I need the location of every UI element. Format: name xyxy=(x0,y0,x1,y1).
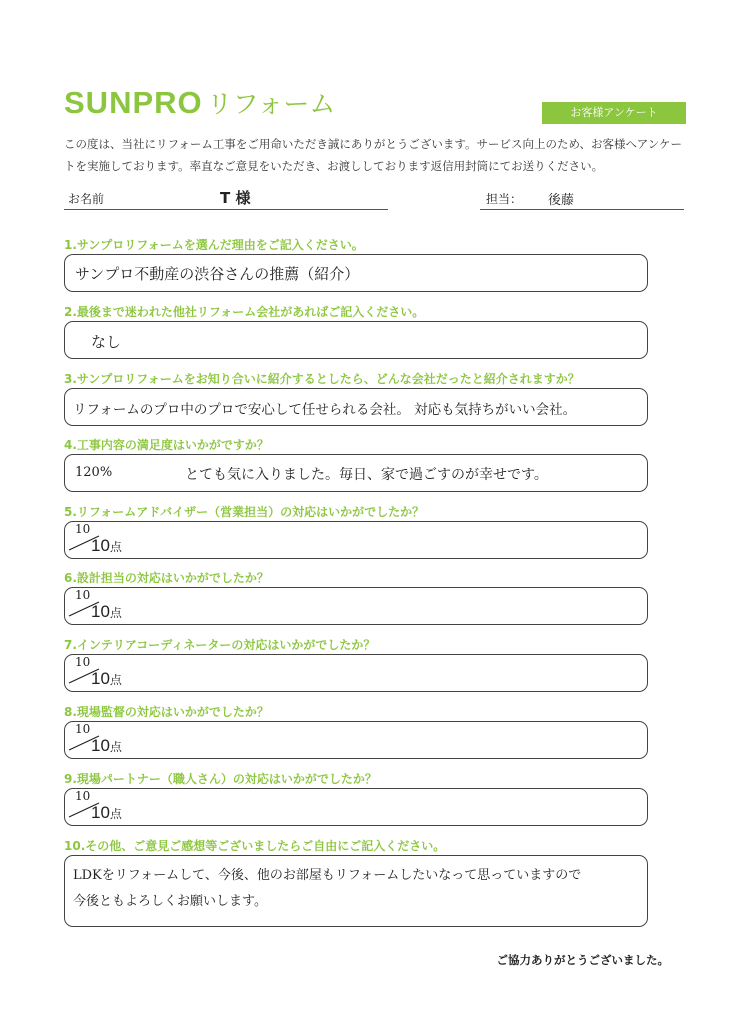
score-value: 10 xyxy=(91,669,110,688)
thanks-text: ご協力ありがとうございました。 xyxy=(496,953,669,967)
question-4-label: 4.工事内容の満足度はいかがですか？ xyxy=(64,438,269,452)
score-unit: 点 xyxy=(109,807,122,821)
answer-7-score xyxy=(91,669,122,689)
answer-box-7 xyxy=(64,654,648,692)
score-unit: 点 xyxy=(109,673,122,687)
answer-box-3 xyxy=(64,388,648,426)
answer-5-score xyxy=(91,536,122,556)
question-2-label: 2.最後まで迷われた他社リフォーム会社があればご記入ください。 xyxy=(64,305,425,319)
answer-6-handwritten: 10 xyxy=(75,588,91,602)
score-value: 10 xyxy=(91,536,110,555)
answer-6-score xyxy=(91,602,122,622)
intro-line-2: トを実施しております。率直なご意見をいただき、お渡ししております返信用封筒にてお送りください。 xyxy=(64,159,604,173)
answer-7-handwritten: 10 xyxy=(75,655,91,669)
answer-5-handwritten: 10 xyxy=(75,522,91,536)
question-3-label: 3.サンプロリフォームをお知り合いに紹介するとしたら、どんな会社だったと紹介されますか？ xyxy=(64,372,580,386)
tanto-label: 担当： xyxy=(486,192,523,206)
answer-box-2 xyxy=(64,321,648,359)
question-5-label: 5.リフォームアドバイザー（営業担当）の対応はいかがでしたか？ xyxy=(64,505,425,519)
tanto-value: 後藤 xyxy=(548,193,575,208)
answer-1-text: サンプロ不動産の渋谷さんの推薦（紹介） xyxy=(75,265,360,283)
name-label: お名前 xyxy=(68,192,105,206)
tanto-field xyxy=(480,187,684,210)
answer-4-percent: 120% xyxy=(75,465,113,480)
answer-3-text: リフォームのプロ中のプロで安心して任せられる会社。 対応も気持ちがいい会社。 xyxy=(73,402,577,418)
logo-sub: リフォーム xyxy=(206,90,336,120)
intro-text xyxy=(64,133,694,177)
score-value: 10 xyxy=(91,736,110,755)
logo-brand: SUNPRO xyxy=(64,85,203,120)
answer-8-score xyxy=(91,736,122,756)
answer-2-text: なし xyxy=(91,333,122,351)
intro-line-1: この度は、当社にリフォーム工事をご用命いただき誠にありがとうございます。サービス向上のため、お客様へアンケー xyxy=(64,137,683,151)
survey-badge: お客様アンケート xyxy=(542,102,686,124)
question-6-label: 6.設計担当の対応はいかがでしたか？ xyxy=(64,571,269,585)
answer-9-score xyxy=(91,803,122,823)
score-value: 10 xyxy=(91,803,110,822)
answer-8-handwritten: 10 xyxy=(75,722,91,736)
answer-box-6 xyxy=(64,587,648,625)
question-8-label: 8.現場監督の対応はいかがでしたか？ xyxy=(64,705,269,719)
answer-box-9 xyxy=(64,788,648,826)
score-value: 10 xyxy=(91,602,110,621)
answer-box-4 xyxy=(64,454,648,492)
score-unit: 点 xyxy=(109,606,122,620)
question-7-label: 7.インテリアコーディネーターの対応はいかがでしたか？ xyxy=(64,638,376,652)
answer-box-10 xyxy=(64,855,648,927)
question-1-label: 1.サンプロリフォームを選んだ理由をご記入ください。 xyxy=(64,238,364,252)
answer-10-line-1: LDKをリフォームして、今後、他のお部屋もリフォームしたいなって思っていますので xyxy=(73,868,582,883)
answer-box-8 xyxy=(64,721,648,759)
answer-4-text: とても気に入りました。毎日、家で過ごすのが幸せです。 xyxy=(185,467,548,483)
answer-9-handwritten: 10 xyxy=(75,789,91,803)
score-unit: 点 xyxy=(109,740,122,754)
answer-box-5 xyxy=(64,521,648,559)
sunpro-logo xyxy=(64,84,335,121)
answer-box-1 xyxy=(64,254,648,292)
question-9-label: 9.現場パートナー（職人さん）の対応はいかがでしたか？ xyxy=(64,772,377,786)
customer-name-field xyxy=(64,187,388,210)
name-value: T 様 xyxy=(220,189,251,207)
question-10-label: 10.その他、ご意見ご感想等ございましたらご自由にご記入ください。 xyxy=(64,839,446,853)
answer-10-line-2: 今後ともよろしくお願いします。 xyxy=(73,894,267,909)
score-unit: 点 xyxy=(109,540,122,554)
